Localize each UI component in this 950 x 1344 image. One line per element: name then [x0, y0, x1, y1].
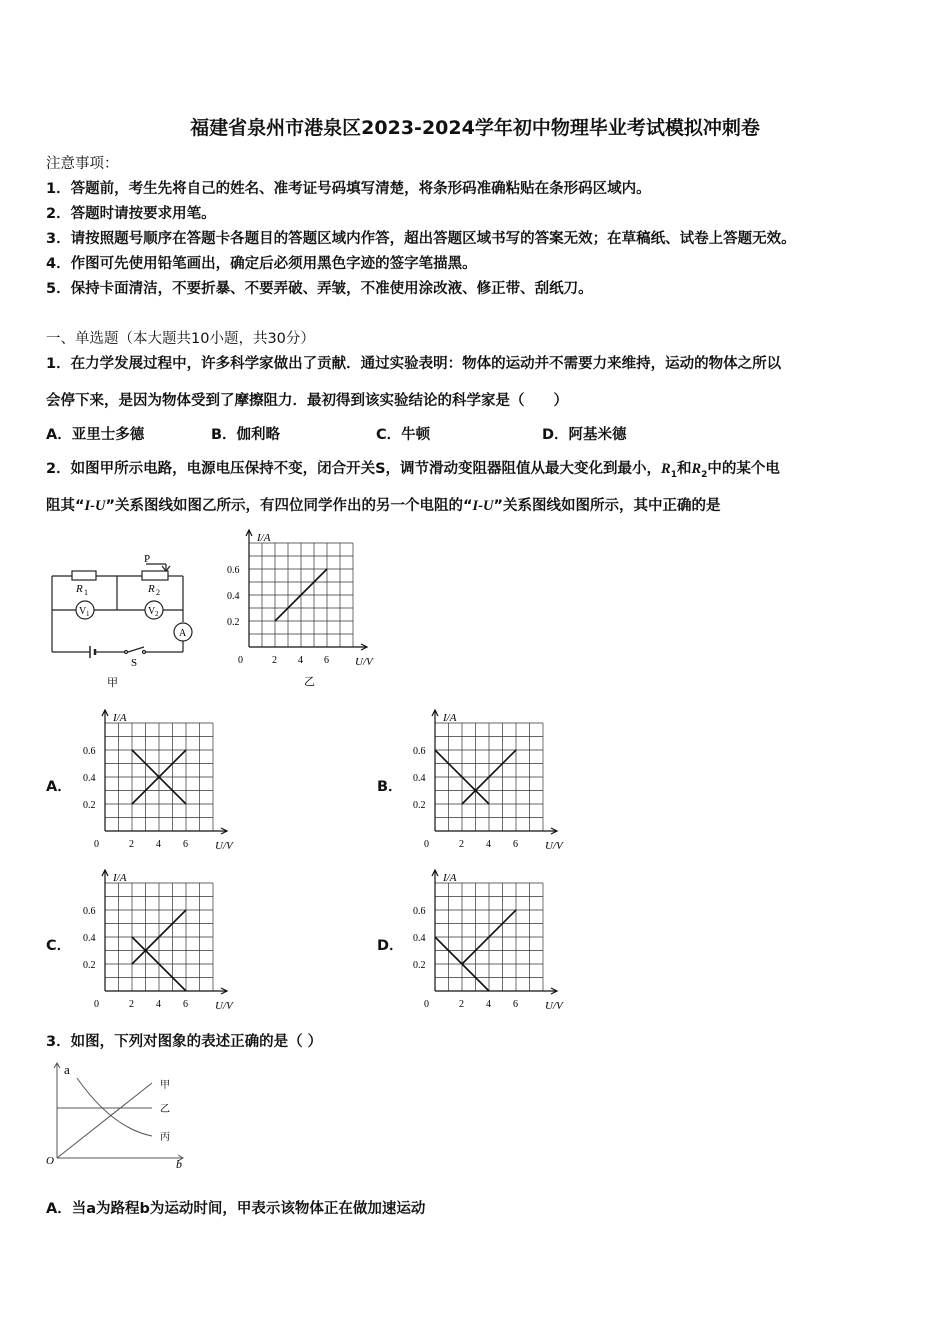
- x-tick-label: 6: [513, 839, 518, 850]
- q2-text: ”关系图线如图所示，其中正确的是: [493, 498, 721, 514]
- v2-label-sub: 2: [155, 610, 159, 618]
- curve-bing: [77, 1078, 152, 1136]
- resistor-r2: [142, 571, 168, 580]
- y-tick-label: 0.4: [83, 933, 96, 944]
- y-tick-label: 0.4: [413, 933, 426, 944]
- y-tick-label: 0.4: [413, 773, 426, 784]
- r1-label-sub: 1: [84, 588, 88, 597]
- x-tick-label: 4: [156, 999, 161, 1010]
- q2-text: 中的某个电: [707, 461, 780, 477]
- q1-option-d: D．阿基米德: [542, 427, 627, 443]
- r1-symbol: R: [661, 461, 671, 477]
- x-tick-label: 2: [272, 655, 277, 666]
- q3-origin: O: [46, 1155, 54, 1167]
- y-axis-label: I/A: [443, 712, 457, 724]
- y-tick-label: 0.6: [413, 906, 426, 917]
- r1-label: R: [76, 583, 83, 595]
- q3-curve-label: 甲: [160, 1080, 170, 1091]
- x-axis-label: U/V: [355, 656, 373, 668]
- q2-text: 和: [676, 461, 692, 477]
- origin-label: 0: [94, 839, 99, 850]
- x-tick-label: 4: [486, 999, 491, 1010]
- q2-option-d-label: D．: [377, 938, 404, 954]
- r1-subscript: 1: [670, 469, 677, 480]
- y-axis-label: I/A: [113, 712, 127, 724]
- switch-label: S: [131, 657, 138, 669]
- origin-label: 0: [94, 999, 99, 1010]
- x-axis-label: U/V: [545, 840, 563, 852]
- graph-option-c: [78, 865, 243, 1012]
- x-tick-label: 2: [129, 839, 134, 850]
- page-title: 福建省泉州市港泉区2023-2024学年初中物理毕业考试模拟冲刺卷: [190, 117, 760, 139]
- x-tick-label: 6: [183, 999, 188, 1010]
- curve-jia: [57, 1083, 152, 1158]
- q1-stem-line1: 1．在力学发展过程中，许多科学家做出了贡献．通过实验表明：物体的运动并不需要力来维持，运动的物体之所以: [46, 356, 782, 372]
- q1-option-c: C．牛顿: [376, 427, 431, 443]
- q3-option-a: A．当a为路程b为运动时间，甲表示该物体正在做加速运动: [46, 1201, 426, 1217]
- y-axis-label: I/A: [113, 872, 127, 884]
- y-tick-label: 0.6: [413, 746, 426, 757]
- q3-curve-label: 丙: [160, 1132, 170, 1143]
- notes-heading: 注意事项：: [46, 156, 119, 172]
- y-tick-label: 0.2: [413, 800, 426, 811]
- note-item: 5．保持卡面清洁，不要折暴、不要弄破、弄皱，不准使用涂改液、修正带、刮纸刀。: [46, 281, 593, 297]
- q1-option-b: B．伽利略: [211, 427, 281, 443]
- r2-label: R: [148, 583, 155, 595]
- q2-option-c-label: C．: [46, 938, 72, 954]
- q2-text: 阻其“: [46, 498, 85, 514]
- note-item: 2．答题时请按要求用笔。: [46, 206, 216, 222]
- y-tick-label: 0.4: [83, 773, 96, 784]
- x-axis-label: U/V: [215, 1000, 233, 1012]
- y-tick-label: 0.6: [83, 906, 96, 917]
- v2-label: V: [148, 606, 156, 617]
- x-tick-label: 2: [129, 999, 134, 1010]
- x-tick-label: 6: [324, 655, 329, 666]
- graph-option-d: [408, 865, 573, 1012]
- y-tick-label: 0.6: [227, 565, 240, 576]
- circuit-caption: 甲: [107, 677, 118, 689]
- q1-stem-line2: 会停下来，是因为物体受到了摩擦阻力．最初得到该实验结论的科学家是（ ）: [46, 393, 568, 409]
- x-tick-label: 6: [513, 999, 518, 1010]
- r2-label-sub: 2: [156, 588, 160, 597]
- note-item: 4．作图可先使用铅笔画出，确定后必须用黑色字迹的签字笔描黑。: [46, 256, 477, 272]
- q2-stem-line2: [46, 494, 721, 515]
- section-heading: 一、单选题（本大题共10小题，共30分）: [46, 331, 315, 347]
- resistor-r1: [72, 571, 96, 580]
- x-tick-label: 4: [156, 839, 161, 850]
- v1-label-sub: 1: [86, 610, 90, 618]
- origin-label: 0: [424, 999, 429, 1010]
- q3-stem: 3．如图，下列对图象的表述正确的是（ ）: [46, 1034, 323, 1050]
- graph-yi: [222, 525, 387, 690]
- y-axis-label: I/A: [443, 872, 457, 884]
- q2-text: 2．如图甲所示电路，电源电压保持不变，闭合开关S，调节滑动变阻器阻值从最大变化到最小，: [46, 461, 662, 477]
- iu-symbol: I-U: [84, 498, 106, 514]
- q3-x-label: b: [176, 1157, 182, 1171]
- q3-graph: [42, 1058, 192, 1173]
- q3-curve-label: 乙: [160, 1104, 170, 1115]
- r2-subscript: 2: [701, 469, 708, 480]
- y-tick-label: 0.4: [227, 591, 240, 602]
- q2-option-b-label: B．: [377, 779, 403, 795]
- graph-option-a: [78, 705, 243, 852]
- y-tick-label: 0.2: [227, 617, 240, 628]
- y-tick-label: 0.2: [83, 800, 96, 811]
- iu-symbol: I-U: [472, 498, 494, 514]
- circuit-diagram: [40, 548, 210, 693]
- q3-y-label: a: [64, 1062, 70, 1077]
- x-tick-label: 6: [183, 839, 188, 850]
- origin-label: 0: [238, 655, 243, 666]
- q2-option-a-label: A．: [46, 779, 72, 795]
- x-axis-label: U/V: [215, 840, 233, 852]
- x-tick-label: 2: [459, 839, 464, 850]
- slider-label: P: [144, 553, 151, 565]
- v1-label: V: [79, 606, 87, 617]
- q2-stem-line1: [46, 457, 780, 480]
- note-item: 3．请按照题号顺序在答题卡各题目的答题区域内作答，超出答题区域书写的答案无效；在草稿纸、试卷上答题无效。: [46, 231, 796, 247]
- y-tick-label: 0.2: [413, 960, 426, 971]
- ammeter-label: A: [179, 628, 187, 639]
- r2-symbol: R: [691, 461, 702, 477]
- x-axis-label: U/V: [545, 1000, 563, 1012]
- q1-option-a: A．亚里士多德: [46, 427, 145, 443]
- y-tick-label: 0.2: [83, 960, 96, 971]
- q2-text: ”关系图线如图乙所示，有四位同学作出的另一个电阻的“: [105, 498, 473, 514]
- note-item: 1．答题前，考生先将自己的姓名、准考证号码填写清楚，将条形码准确粘贴在条形码区域内。: [46, 181, 651, 197]
- x-tick-label: 4: [298, 655, 303, 666]
- y-axis-label: I/A: [257, 532, 271, 544]
- x-tick-label: 4: [486, 839, 491, 850]
- x-tick-label: 2: [459, 999, 464, 1010]
- graph-option-b: [408, 705, 573, 852]
- y-tick-label: 0.6: [83, 746, 96, 757]
- graph-yi-caption: 乙: [304, 676, 315, 688]
- origin-label: 0: [424, 839, 429, 850]
